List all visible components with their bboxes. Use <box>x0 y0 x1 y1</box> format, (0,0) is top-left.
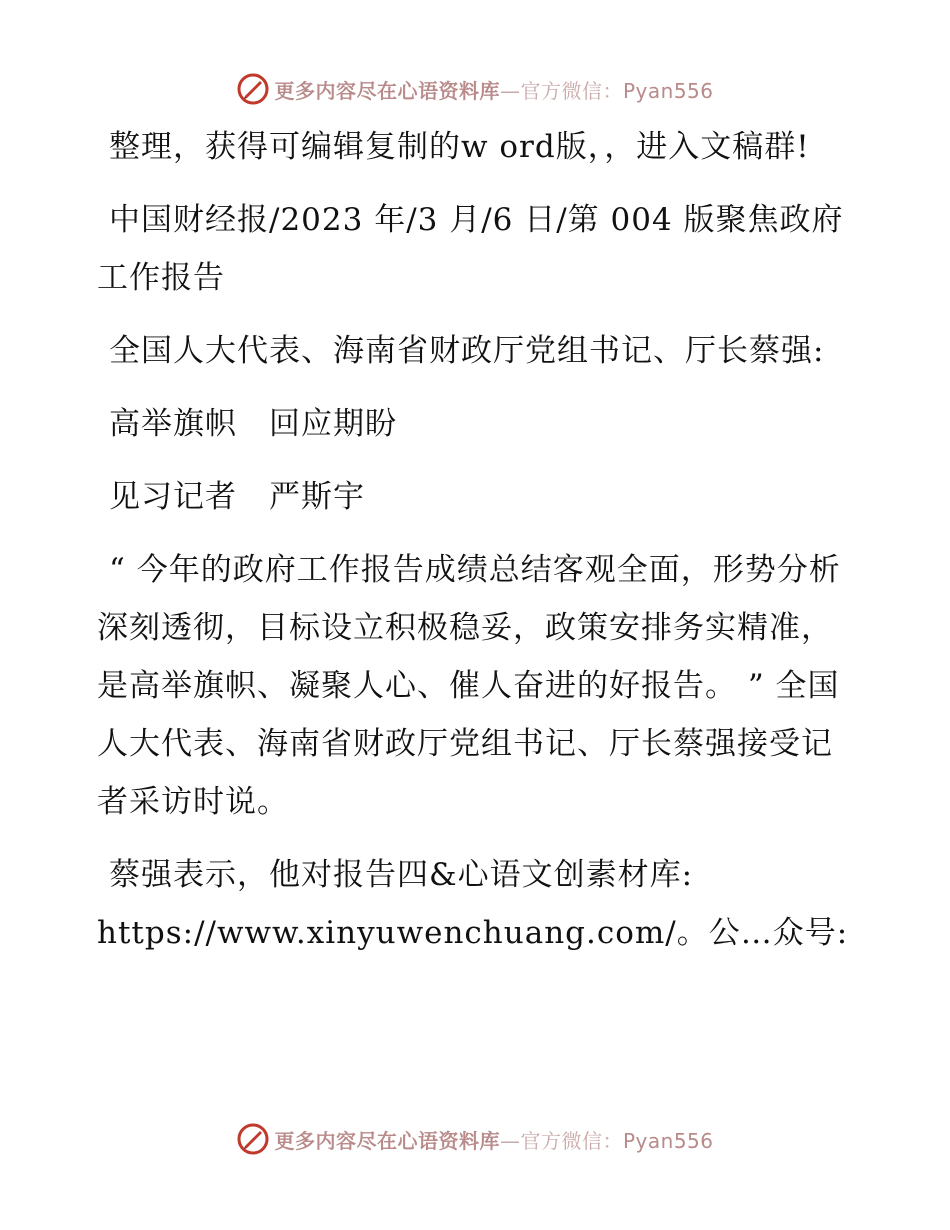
header-watermark <box>0 69 950 109</box>
body-paragraph-cut: 蔡强表示，他对报告四&心语文创素材库: <box>109 857 694 893</box>
watermark-text <box>274 75 713 104</box>
watermark-label: 官方微信： <box>520 1128 623 1153</box>
body-paragraph-quote: “ 今年的政府工作报告成绩总结客观全面，形势分析深刻透彻，目标设立积极稳妥，政策安排务实精准，是高举旗帜、凝聚人心、催人奋进的好报告。 ” 全国人大代表、海南省财政厅党组书记、厅长蔡强接受记者采访时说。 <box>97 552 841 820</box>
url-line: https://www.xinyuwenchuang.com/。公…众号: <box>97 915 849 951</box>
watermark-sep: — <box>499 78 521 103</box>
watermark-handle: Pyan556 <box>622 78 714 103</box>
watermark-handle: Pyan556 <box>622 1128 714 1153</box>
watermark-label: 官方微信： <box>520 78 623 103</box>
document-body <box>97 118 857 977</box>
intro-paragraph: 整理，获得可编辑复制的w ord版，，进入文稿群! <box>109 129 810 165</box>
subject-line: 全国人大代表、海南省财政厅党组书记、厅长蔡强: <box>109 333 825 369</box>
article-title: 高举旗帜 回应期盼 <box>109 406 397 442</box>
watermark-text <box>274 1125 713 1154</box>
footer-watermark <box>0 1119 950 1159</box>
quill-logo-icon <box>236 1122 270 1156</box>
byline: 见习记者 严斯宇 <box>109 479 365 515</box>
quill-logo-icon <box>236 72 270 106</box>
watermark-sep: — <box>499 1128 521 1153</box>
watermark-main: 更多内容尽在心语资料库 <box>274 78 500 103</box>
source-line: 中国财经报/2023 年/3 月/6 日/第 004 版聚焦政府工作报告 <box>97 202 844 296</box>
watermark-main: 更多内容尽在心语资料库 <box>274 1128 500 1153</box>
